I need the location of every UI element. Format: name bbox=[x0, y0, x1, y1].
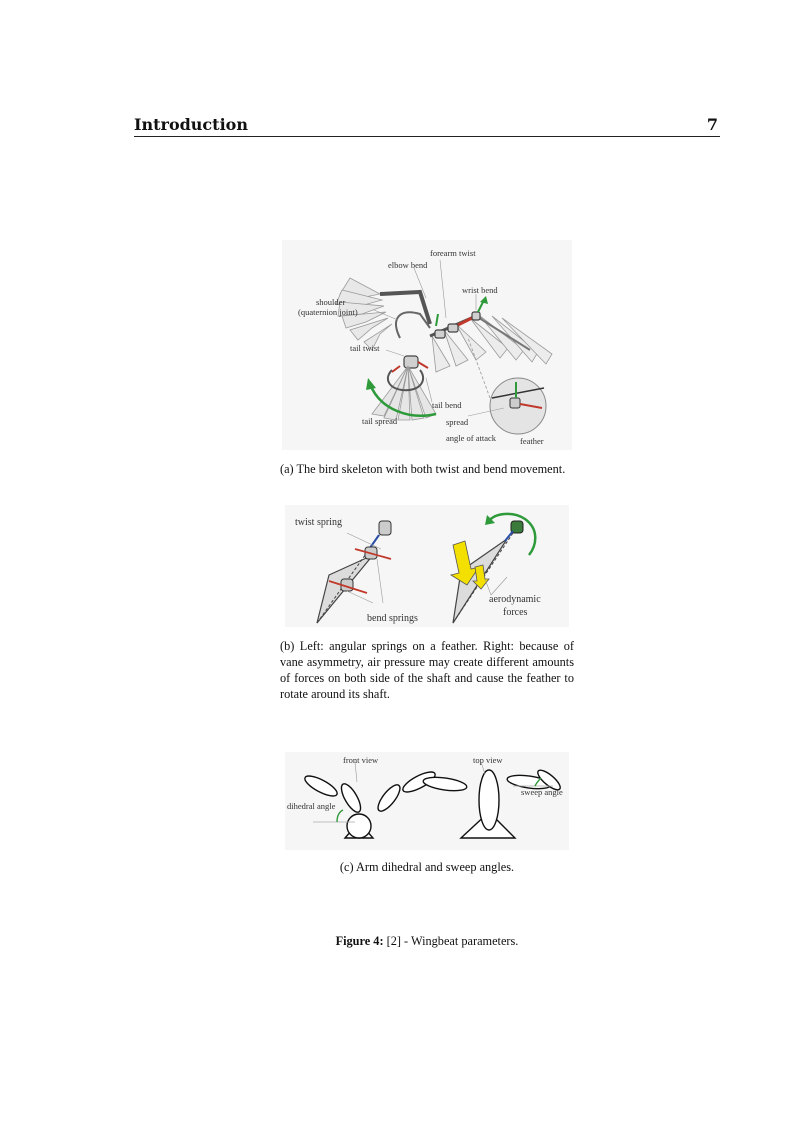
figure-label: Figure 4: bbox=[335, 934, 384, 948]
label-forearm-twist: forearm twist bbox=[430, 248, 476, 258]
subfigure-b-caption: (b) Left: angular springs on a feather. Right: because of vane asymmetry, air pressure may create different amounts of forces on both side of the shaft and cause the feather to rotate around its shaft. bbox=[280, 639, 574, 701]
label-wrist-bend: wrist bend bbox=[462, 285, 498, 295]
section-title: Introduction bbox=[134, 115, 248, 134]
label-quaternion-joint: (quaternion joint) bbox=[298, 307, 358, 317]
feather-springs-figure bbox=[285, 505, 569, 627]
label-bend-springs: bend springs bbox=[367, 613, 418, 624]
label-tail-bend: tail bend bbox=[432, 400, 462, 410]
dihedral-sweep-figure bbox=[285, 752, 569, 850]
figure-caption bbox=[134, 934, 720, 949]
label-forces: forces bbox=[503, 607, 528, 618]
bird-skeleton-figure bbox=[280, 238, 574, 452]
label-shoulder: shoulder bbox=[316, 297, 346, 307]
label-twist-spring: twist spring bbox=[295, 517, 342, 528]
subfigure-c-caption: (c) Arm dihedral and sweep angles. bbox=[339, 860, 515, 874]
label-spread: spread bbox=[446, 417, 469, 427]
page-number: 7 bbox=[706, 115, 718, 134]
running-header bbox=[134, 114, 720, 137]
subfigure-a-caption: (a) The bird skeleton with both twist and bend movement. bbox=[280, 462, 566, 476]
label-tail-twist: tail twist bbox=[350, 343, 380, 353]
label-feather: feather bbox=[520, 436, 544, 446]
label-aerodynamic: aerodynamic bbox=[489, 594, 541, 605]
label-tail-spread: tail spread bbox=[362, 416, 398, 426]
label-front-view: front view bbox=[343, 755, 379, 765]
label-top-view: top view bbox=[473, 755, 503, 765]
label-sweep-angle: sweep angle bbox=[521, 787, 563, 797]
label-elbow-bend: elbow bend bbox=[388, 260, 428, 270]
label-angle-of-attack: angle of attack bbox=[446, 433, 497, 443]
label-dihedral-angle: dihedral angle bbox=[287, 801, 336, 811]
figure-caption-text: [2] - Wingbeat parameters. bbox=[383, 934, 519, 948]
